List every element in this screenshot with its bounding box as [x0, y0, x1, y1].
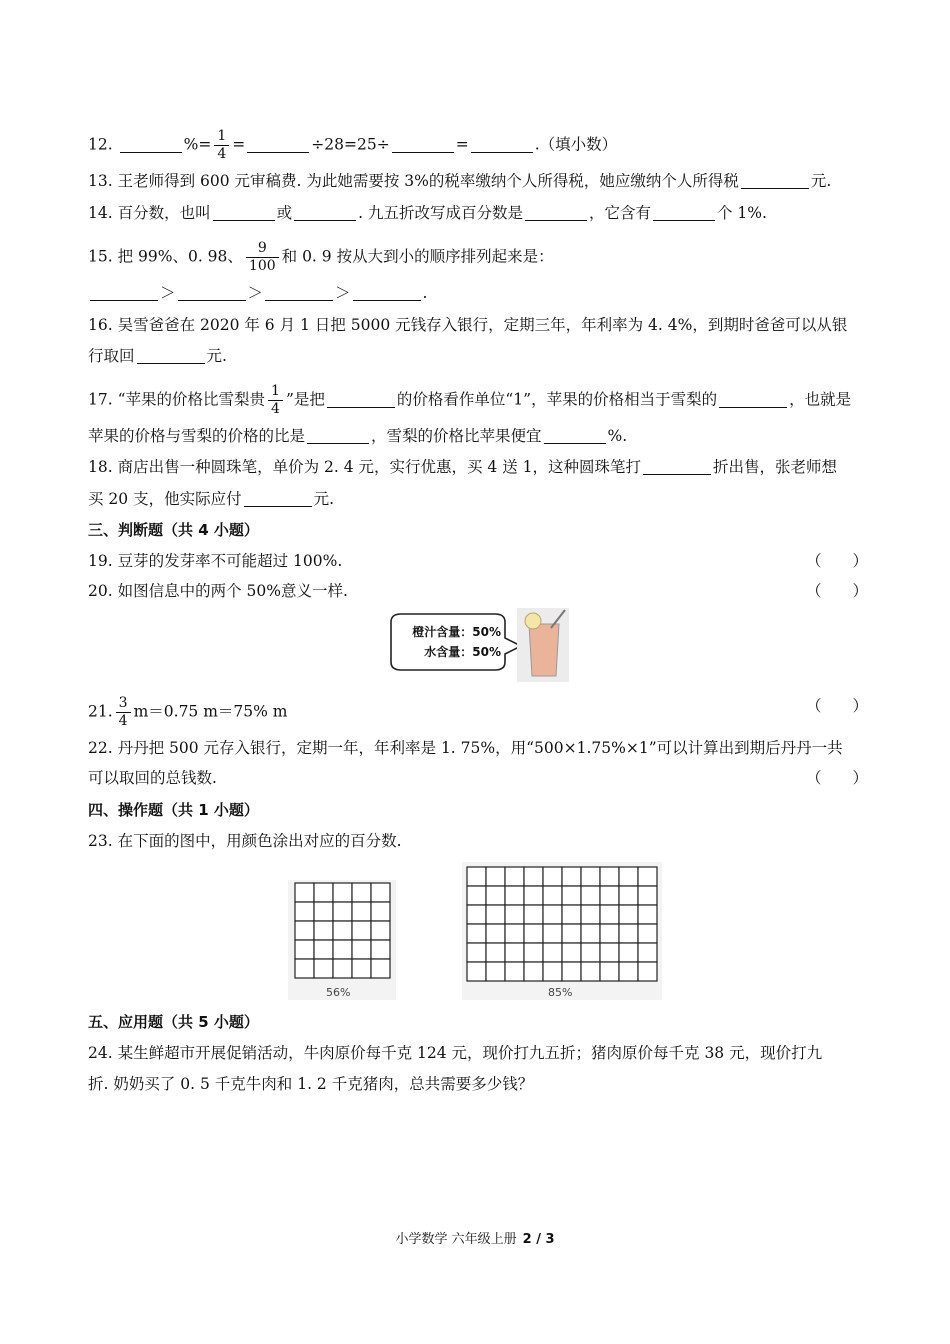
- juice-info-figure: [383, 608, 569, 682]
- grid-cell[interactable]: [562, 924, 581, 943]
- grid-cell[interactable]: [638, 905, 657, 924]
- grid-cell[interactable]: [562, 962, 581, 981]
- question-17-line2: [88, 425, 868, 447]
- q18-c: 买 20 支，他实际应付: [88, 490, 242, 508]
- q17-frac-den: 4: [268, 400, 283, 418]
- question-16: [88, 314, 868, 336]
- q15-blank-3[interactable]: [265, 285, 333, 301]
- question-16-line2: [88, 345, 868, 367]
- grid-cell[interactable]: [600, 943, 619, 962]
- page-footer: [0, 1228, 950, 1247]
- q15-frac-den: 100: [246, 257, 279, 275]
- grid-cell[interactable]: [505, 867, 524, 886]
- question-18: [88, 456, 868, 478]
- grid-cell[interactable]: [524, 924, 543, 943]
- question-22-line2: [88, 767, 868, 789]
- q18-blank-2[interactable]: [244, 491, 312, 507]
- q12-blank-3[interactable]: [392, 137, 454, 153]
- grid-cell[interactable]: [562, 943, 581, 962]
- grid-cell[interactable]: [352, 921, 371, 940]
- question-23: [88, 830, 868, 852]
- q12-eq2: =: [232, 135, 246, 154]
- grid-cell[interactable]: [638, 867, 657, 886]
- grid-cell[interactable]: [562, 905, 581, 924]
- q21-number: 21.: [88, 702, 113, 721]
- grid-cell[interactable]: [371, 921, 390, 940]
- q15-blank-2[interactable]: [178, 285, 246, 301]
- q23-text: 23. 在下面的图中，用颜色涂出对应的百分数.: [88, 832, 402, 850]
- grid-cell[interactable]: [467, 924, 486, 943]
- footer-subject: 小学数学 六年级上册: [395, 1232, 517, 1247]
- grid-cell[interactable]: [619, 867, 638, 886]
- q14-a: 14. 百分数，也叫: [88, 204, 211, 222]
- grid-10x6-85-percent[interactable]: [466, 866, 660, 982]
- water-content-label: 水含量：50%: [424, 645, 501, 659]
- q18-blank-1[interactable]: [643, 459, 711, 475]
- q12-blank-2[interactable]: [247, 137, 309, 153]
- question-15: [88, 240, 868, 275]
- section-3-heading: 三、判断题（共 4 小题）: [88, 521, 259, 539]
- q15-blank-4[interactable]: [353, 285, 421, 301]
- q21-frac-num: 3: [118, 695, 128, 711]
- grid-cell[interactable]: [619, 886, 638, 905]
- grid-cell[interactable]: [295, 902, 314, 921]
- q14-e: 个 1%.: [716, 204, 767, 222]
- grid-cell[interactable]: [581, 886, 600, 905]
- q22-answer-bracket[interactable]: （ ）: [805, 769, 868, 787]
- q14-b: 或: [276, 204, 293, 222]
- q17-blank-3[interactable]: [307, 428, 369, 444]
- grid-cell[interactable]: [333, 959, 352, 978]
- q16-line2a: 行取回: [88, 347, 135, 365]
- q21-rest: m＝0.75 m＝75% m: [133, 702, 288, 721]
- q19-text: 19. 豆芽的发芽率不可能超过 100%.: [88, 552, 343, 570]
- grid-cell[interactable]: [314, 921, 333, 940]
- grid-cell[interactable]: [371, 902, 390, 921]
- grid-cell[interactable]: [581, 924, 600, 943]
- grid-cell[interactable]: [581, 867, 600, 886]
- question-18-line2: [88, 488, 868, 510]
- question-12: [88, 128, 868, 163]
- q12-number: 12.: [88, 135, 113, 154]
- q17-fraction: [268, 383, 283, 418]
- q15-gt-2: ＞: [247, 284, 264, 302]
- grid-cell[interactable]: [352, 883, 371, 902]
- question-15-answer-line: [88, 282, 868, 304]
- section-5-heading: 五、应用题（共 5 小题）: [88, 1013, 259, 1031]
- lemon-slice: [525, 613, 541, 629]
- q12-fraction: [214, 128, 229, 163]
- grid-cell[interactable]: [486, 886, 505, 905]
- grid-2-label: 85%: [548, 986, 573, 999]
- q15-gt-3: ＞: [335, 284, 351, 302]
- grid-cell[interactable]: [638, 943, 657, 962]
- section-4-heading: 四、操作题（共 1 小题）: [88, 801, 259, 819]
- grid-cell[interactable]: [543, 943, 562, 962]
- q18-d: 元.: [313, 490, 335, 508]
- q15-b: 和 0. 9 按从大到小的顺序排列起来是：: [281, 247, 554, 266]
- q21-answer-bracket[interactable]: （ ）: [805, 697, 868, 715]
- q14-blank-4[interactable]: [653, 205, 715, 221]
- question-13: [88, 170, 868, 192]
- grid-cell[interactable]: [352, 959, 371, 978]
- q17-blank-1[interactable]: [327, 392, 395, 408]
- grid-cell[interactable]: [486, 905, 505, 924]
- grid-cell[interactable]: [333, 921, 352, 940]
- q21-frac-den: 4: [116, 712, 131, 730]
- grid-cell[interactable]: [467, 905, 486, 924]
- q22-line1: 22. 丹丹把 500 元存入银行，定期一年，年利率是 1. 75%，用“500×1.75%×1”可以计算出到期后丹丹一共: [88, 739, 843, 757]
- q12-percent: %: [183, 135, 199, 154]
- grid-cell[interactable]: [619, 924, 638, 943]
- grid-cell[interactable]: [638, 962, 657, 981]
- q17-f: ，雪梨的价格比苹果便宜: [371, 427, 542, 445]
- grid-cell[interactable]: [600, 924, 619, 943]
- question-21: [88, 695, 868, 730]
- q20-text: 20. 如图信息中的两个 50%意义一样.: [88, 582, 348, 600]
- grid-1-label: 56%: [326, 986, 351, 999]
- question-24: [88, 1042, 868, 1064]
- q15-blank-1[interactable]: [90, 285, 158, 301]
- grid-cell[interactable]: [486, 943, 505, 962]
- grid-cell[interactable]: [524, 962, 543, 981]
- q14-blank-1[interactable]: [213, 205, 275, 221]
- grid-cell[interactable]: [505, 943, 524, 962]
- grid-cell[interactable]: [581, 962, 600, 981]
- grid-cell[interactable]: [619, 905, 638, 924]
- grid-cell[interactable]: [314, 940, 333, 959]
- grid-cell[interactable]: [371, 959, 390, 978]
- grid-cell[interactable]: [467, 867, 486, 886]
- grid-cell[interactable]: [581, 905, 600, 924]
- q22-line2: 可以取回的总钱数.: [88, 769, 217, 787]
- q24-line2: 折. 奶奶买了 0. 5 千克牛肉和 1. 2 千克猪肉，总共需要多少钱？: [88, 1075, 534, 1093]
- question-24-line2: [88, 1073, 868, 1095]
- question-20: [88, 580, 868, 602]
- q15-a: 15. 把 99%、0. 98、: [88, 247, 243, 266]
- grid-cell[interactable]: [543, 886, 562, 905]
- q15-gt-1: ＞: [160, 284, 176, 302]
- q12-frac-num: 1: [217, 128, 227, 144]
- grid-cell[interactable]: [295, 921, 314, 940]
- grid-cell[interactable]: [600, 905, 619, 924]
- q12-eq3: =: [343, 135, 357, 154]
- q17-a: 17. “苹果的价格比雪梨贵: [88, 390, 266, 409]
- grid-cell[interactable]: [486, 962, 505, 981]
- question-14: [88, 202, 868, 224]
- grid-cell[interactable]: [600, 886, 619, 905]
- grid-cell[interactable]: [543, 924, 562, 943]
- grid-cell[interactable]: [295, 940, 314, 959]
- q17-frac-num: 1: [271, 383, 280, 399]
- q17-g: %.: [607, 427, 628, 445]
- grid-cell[interactable]: [505, 962, 524, 981]
- grid-cell[interactable]: [619, 943, 638, 962]
- grid-cell[interactable]: [524, 943, 543, 962]
- q12-tail: .（填小数）: [534, 135, 618, 154]
- grid-cell[interactable]: [333, 940, 352, 959]
- grid-cell[interactable]: [314, 883, 333, 902]
- grid-cell[interactable]: [467, 943, 486, 962]
- q13-tail: 元.: [810, 172, 832, 190]
- q14-d: ，它含有: [588, 204, 651, 222]
- juice-content-label: 橙汁含量：50%: [412, 625, 501, 639]
- q14-blank-3[interactable]: [525, 205, 587, 221]
- q12-eq: =: [198, 135, 212, 154]
- q17-c: 的价格看作单位“1”，苹果的价格相当于雪梨的: [396, 390, 718, 409]
- question-17: [88, 383, 868, 418]
- grid-cell[interactable]: [371, 940, 390, 959]
- grid-cell[interactable]: [486, 924, 505, 943]
- grid-cell[interactable]: [543, 867, 562, 886]
- q18-b: 折出售，张老师想: [713, 458, 838, 476]
- q12-blank-1[interactable]: [120, 137, 182, 153]
- q14-c: . 九五折改写成百分数是: [358, 204, 523, 222]
- grid-cell[interactable]: [638, 886, 657, 905]
- question-22: [88, 737, 868, 759]
- grid-cell[interactable]: [352, 902, 371, 921]
- grid-cell[interactable]: [543, 905, 562, 924]
- juice-text: [389, 622, 501, 662]
- grid-cell[interactable]: [467, 886, 486, 905]
- q12-frac-den: 4: [214, 145, 229, 163]
- grid-cell[interactable]: [562, 867, 581, 886]
- q17-d: ，也就是: [789, 390, 852, 409]
- grid-cell[interactable]: [600, 867, 619, 886]
- grid-cell[interactable]: [333, 883, 352, 902]
- q15-end: .: [422, 284, 428, 302]
- q20-answer-bracket[interactable]: （ ）: [805, 582, 868, 600]
- q18-a: 18. 商店出售一种圆珠笔，单价为 2. 4 元，实行优惠，买 4 送 1，这种圆珠笔打: [88, 458, 642, 476]
- grid-cell[interactable]: [486, 867, 505, 886]
- grid-cell[interactable]: [600, 962, 619, 981]
- q12-eq4: =: [455, 135, 469, 154]
- q17-blank-4[interactable]: [544, 428, 606, 444]
- grid-cell[interactable]: [467, 962, 486, 981]
- q13-text: 13. 王老师得到 600 元审稿费. 为此她需要按 3%的税率缴纳个人所得税，她应缴纳个人所得税: [88, 172, 739, 190]
- grid-cell[interactable]: [371, 883, 390, 902]
- q16-line1: 16. 吴雪爸爸在 2020 年 6 月 1 日把 5000 元钱存入银行，定期三年，年利率为 4. 4%，到期时爸爸可以从银: [88, 316, 848, 334]
- q17-blank-2[interactable]: [719, 392, 787, 408]
- footer-page-number: 2 / 3: [522, 1232, 555, 1247]
- grid-cell[interactable]: [505, 924, 524, 943]
- q17-e: 苹果的价格与雪梨的价格的比是: [88, 427, 306, 445]
- grid-cell[interactable]: [505, 905, 524, 924]
- q17-b: ”是把: [285, 390, 325, 409]
- q16-line2b: 元.: [206, 347, 227, 365]
- grid-cell[interactable]: [543, 962, 562, 981]
- q19-answer-bracket[interactable]: （ ）: [805, 552, 868, 570]
- grid-cell[interactable]: [314, 959, 333, 978]
- q15-frac-num: 9: [257, 240, 267, 256]
- grid-cell[interactable]: [352, 940, 371, 959]
- grid-cell[interactable]: [505, 886, 524, 905]
- q12-div: ÷28: [311, 135, 344, 154]
- grid-cell[interactable]: [524, 886, 543, 905]
- q12-mid: 25÷: [356, 135, 390, 154]
- q14-blank-2[interactable]: [294, 205, 356, 221]
- question-19: [88, 550, 868, 572]
- q16-blank[interactable]: [137, 348, 205, 364]
- q15-fraction: [246, 240, 279, 275]
- juice-glass: [529, 624, 559, 676]
- q21-fraction: [116, 695, 131, 730]
- grid-cell[interactable]: [524, 905, 543, 924]
- q12-blank-4[interactable]: [471, 137, 533, 153]
- grid-cell[interactable]: [333, 902, 352, 921]
- grid-cell[interactable]: [295, 883, 314, 902]
- grid-cell[interactable]: [314, 902, 333, 921]
- grid-cell[interactable]: [619, 962, 638, 981]
- grid-cell[interactable]: [638, 924, 657, 943]
- grid-5x5-56-percent[interactable]: [294, 882, 392, 980]
- q24-line1: 24. 某生鲜超市开展促销活动，牛肉原价每千克 124 元，现价打九五折；猪肉原价每千克 38 元，现价打九: [88, 1044, 823, 1062]
- grid-cell[interactable]: [524, 867, 543, 886]
- grid-cell[interactable]: [562, 886, 581, 905]
- grid-cell[interactable]: [581, 943, 600, 962]
- q13-blank[interactable]: [741, 173, 809, 189]
- grid-cell[interactable]: [295, 959, 314, 978]
